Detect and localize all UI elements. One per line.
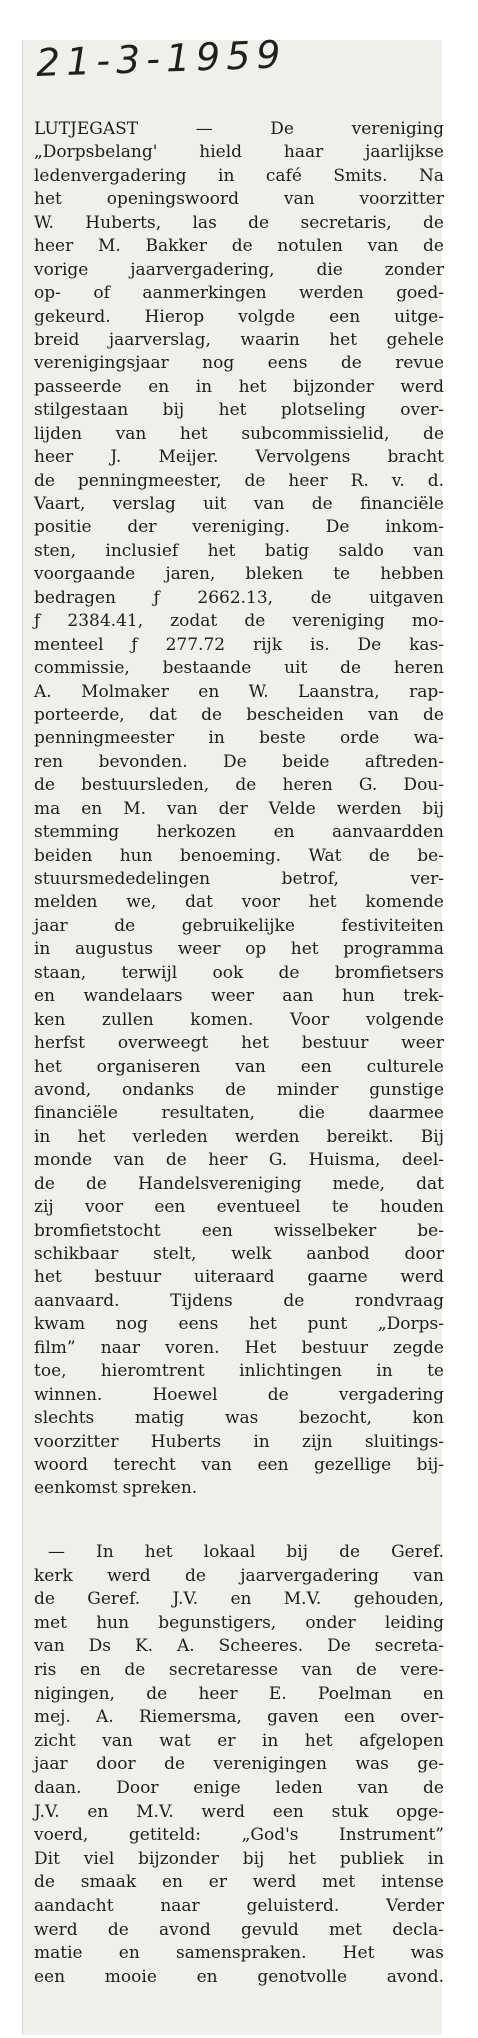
article-line: bedragen ƒ 2662.13, de uitgaven [34, 587, 444, 608]
article-line: A. Molmaker en W. Laanstra, rap- [34, 681, 444, 702]
article-line: en wandelaars weer aan hun trek- [34, 986, 444, 1007]
article-line: Dit viel bijzonder bij het publiek in [34, 1848, 444, 1869]
article-line: film” naar voren. Het bestuur zegde [34, 1337, 444, 1358]
article-line: slechts matig was bezocht, kon [34, 1408, 444, 1429]
article-line: melden we, dat voor het komende [34, 892, 444, 913]
article-line: breid jaarverslag, waarin het gehele [34, 329, 444, 350]
article-line: staan, terwijl ook de bromfietsers [34, 962, 444, 983]
article-line: „Dorpsbelang' hield haar jaarlijkse [34, 142, 444, 163]
article-line: porteerde, dat de bescheiden van de [34, 704, 444, 725]
article-line: zij voor een eventueel te houden [34, 1197, 444, 1218]
article-line: commissie, bestaande uit de heren [34, 658, 444, 679]
article-line: een mooie en genotvolle avond. [34, 1966, 444, 1987]
article-line: woord terecht van een gezellige bij- [34, 1454, 444, 1475]
article-line: van Ds K. A. Scheeres. De secreta- [34, 1636, 444, 1657]
article-line: op- of aanmerkingen werden goed- [34, 283, 444, 304]
article-line: in augustus weer op het programma [34, 939, 444, 960]
handwritten-date: 21-3-1959 [35, 32, 288, 85]
article-line: voorzitter Huberts in zijn sluitings- [34, 1431, 444, 1452]
article-line: stemming herkozen en aanvaardden [34, 822, 444, 843]
article-line: penningmeester in beste orde wa- [34, 728, 444, 749]
article-line: matie en samenspraken. Het was [34, 1943, 444, 1964]
article-line: lijden van het subcommissielid, de [34, 423, 444, 444]
article-line: ren bevonden. De beide aftreden- [34, 751, 444, 772]
article-line: voorgaande jaren, bleken te hebben [34, 564, 444, 585]
article-line: winnen. Hoewel de vergadering [34, 1384, 444, 1405]
article-line: bromfietstocht een wisselbeker be- [34, 1220, 444, 1241]
article-line: menteel ƒ 277.72 rijk is. De kas- [34, 634, 444, 655]
article-line: LUTJEGAST — De vereniging [34, 119, 444, 139]
article-line: W. Huberts, las de secretaris, de [34, 212, 444, 233]
article-line: J.V. en M.V. werd een stuk opge- [34, 1801, 444, 1822]
article-line: — In het lokaal bij de Geref. [48, 1542, 444, 1562]
article-line: mej. A. Riemersma, gaven een over- [34, 1707, 444, 1728]
article-line: ris en de secretaresse van de vere- [34, 1659, 444, 1680]
article-line: beiden hun benoeming. Wat de be- [34, 845, 444, 866]
article-line: heer M. Bakker de notulen van de [34, 236, 444, 257]
article-line: ma en M. van der Velde werden bij [34, 798, 444, 819]
article-line: nigingen, de heer E. Poelman en [34, 1683, 444, 1704]
article-line: stilgestaan bij het plotseling over- [34, 400, 444, 421]
article-line: financiële resultaten, die daarmee [34, 1103, 444, 1124]
article-line: de Geref. J.V. en M.V. gehouden, [34, 1589, 444, 1610]
article-line: jaar de gebruikelijke festiviteiten [34, 915, 444, 936]
article-line: ledenvergadering in café Smits. Na [34, 165, 444, 186]
article-line: vorige jaarvergadering, die zonder [34, 259, 444, 280]
article-line: sten, inclusief het batig saldo van [34, 540, 444, 561]
article-line: Vaart, verslag uit van de financiële [34, 494, 444, 514]
article-line: verenigingsjaar nog eens de revue [34, 353, 444, 374]
article-line: jaar door de verenigingen was ge- [34, 1754, 444, 1775]
article-line: monde van de heer G. Huisma, deel- [34, 1150, 444, 1171]
article-line: de bestuursleden, de heren G. Dou- [34, 775, 444, 796]
article-line: gekeurd. Hierop volgde een uitge- [34, 306, 444, 327]
article-line: het organiseren van een culturele [34, 1056, 444, 1077]
article-line: avond, ondanks de minder gunstige [34, 1079, 444, 1100]
article-geref [34, 1541, 444, 1989]
article-line: aandacht naar geluisterd. Verder [34, 1895, 444, 1916]
article-line: het openingswoord van voorzitter [34, 189, 444, 210]
article-line: eenkomst spreken. [34, 1478, 198, 1499]
article-line: herfst overweegt het bestuur weer [34, 1033, 444, 1054]
article-line: voerd, getiteld: „God's Instrument” [34, 1825, 444, 1846]
article-line: de penningmeester, de heer R. v. d. [34, 470, 444, 491]
article-line: positie der vereniging. De inkom- [34, 517, 444, 538]
article-line: daan. Door enige leden van de [34, 1777, 444, 1798]
article-line: werd de avond gevuld met decla- [34, 1919, 444, 1940]
article-line: zicht van wat er in het afgelopen [34, 1730, 444, 1751]
article-line: met hun begunstigers, onder leiding [34, 1612, 444, 1633]
article-line: aanvaard. Tijdens de rondvraag [34, 1290, 444, 1311]
article-line: in het verleden werden bereikt. Bij [34, 1126, 444, 1147]
article-lutjegast [34, 118, 444, 1501]
article-line: heer J. Meijer. Vervolgens bracht [34, 447, 444, 468]
article-line: kerk werd de jaarvergadering van [34, 1565, 444, 1586]
article-line: de de Handelsvereniging mede, dat [34, 1173, 444, 1194]
article-line: stuursmededelingen betrof, ver- [34, 869, 444, 889]
article-line: de smaak en er werd met intense [34, 1872, 444, 1893]
article-line: het bestuur uiteraard gaarne werd [34, 1267, 444, 1288]
article-line: schikbaar stelt, welk aanbod door [34, 1244, 444, 1264]
article-line: ƒ 2384.41, zodat de vereniging mo- [34, 611, 444, 632]
article-line: toe, hieromtrent inlichtingen in te [34, 1361, 444, 1382]
article-line: ken zullen komen. Voor volgende [34, 1009, 444, 1030]
article-line: passeerde en in het bijzonder werd [34, 376, 444, 397]
article-line: kwam nog eens het punt „Dorps- [34, 1314, 444, 1335]
